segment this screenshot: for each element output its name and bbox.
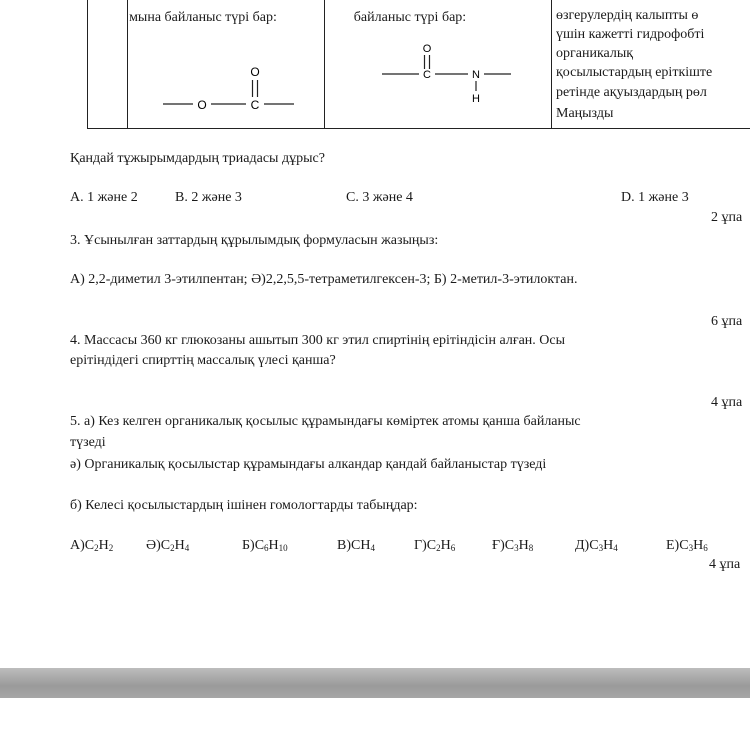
- table-border-bottom: [87, 128, 750, 129]
- amide-carbon: C: [423, 69, 431, 81]
- ester-top-oxygen: O: [250, 65, 260, 79]
- table-cell-col3-line-6: Маңызды: [556, 106, 614, 121]
- amide-hydrogen: H: [472, 93, 480, 104]
- ester-bond-formula: [160, 64, 300, 116]
- table-cell-col3-line-3: органикалық: [556, 46, 634, 61]
- q5-a-line-2: түзеді: [70, 435, 106, 450]
- compound-b: $Б)C_6H_{10}$: [242, 538, 288, 553]
- q2-points: 2 ұпа: [711, 210, 743, 225]
- compound-g: $Г)C_2H_6$: [414, 538, 456, 553]
- amide-bond-formula: [380, 42, 515, 104]
- q4-points: 4 ұпа: [711, 395, 743, 410]
- q3-items: А) 2,2-диметил 3-этилпентан; Ә)2,2,5,5-тетраметилгексен-3; Б) 2-метил-3-этилоктан.: [70, 272, 578, 287]
- table-border-col3: [551, 0, 552, 129]
- table-cell-col2-text: байланыс түрі бар:: [353, 10, 467, 25]
- q4-line-2: ерітіндідегі спирттің массалық үлесі қанша?: [70, 353, 336, 368]
- q5-points: 4 ұпа: [709, 557, 741, 572]
- amide-top-oxygen: O: [422, 43, 432, 55]
- q5-a-line-1: 5. а) Кез келген органикалық қосылыс құрамындағы көміртек атомы қанша байланыс: [70, 414, 581, 429]
- table-cell-col1-text: мына байланыс түрі бар:: [129, 10, 277, 25]
- q3-title: 3. Ұсынылған заттардың құрылымдық формуласын жазыңыз:: [70, 233, 439, 248]
- ester-carbon: C: [250, 98, 260, 112]
- table-cell-col3-line-2: үшін кажетті гидрофобті: [556, 27, 705, 42]
- amide-nitrogen: N: [472, 69, 480, 81]
- compound-ae: $Ә)C_2H_4$: [146, 538, 190, 553]
- table-cell-col3-line-5: ретінде ақуыздардың рөл: [556, 85, 707, 100]
- compound-a: $А)C_2H_2$: [70, 538, 114, 553]
- compound-gh: $Ғ)C_3H_8$: [492, 538, 534, 553]
- q2-option-b: B. 2 және 3: [175, 190, 242, 205]
- q4-line-1: 4. Массасы 360 кг глюкозаны ашытып 300 кг этил спиртінің ерітіндісін алған. Осы: [70, 333, 566, 348]
- ester-oxygen: O: [197, 98, 207, 112]
- q2-question: Қандай тұжырымдардың триадасы дұрыс?: [70, 151, 325, 166]
- compound-v: $В)CH_4$: [337, 538, 375, 553]
- table-cell-col3-line-4: қосылыстардың еріткіште: [556, 65, 713, 80]
- compound-d: $Д)C_3H_4$: [575, 538, 618, 553]
- compound-e: $Е)C_3H_6$: [666, 538, 708, 553]
- q3-points: 6 ұпа: [711, 314, 743, 329]
- q2-option-d: D. 1 және 3: [621, 190, 689, 205]
- q2-option-a: A. 1 және 2: [70, 190, 138, 205]
- table-border-left: [87, 0, 88, 129]
- q2-option-c: C. 3 және 4: [346, 190, 413, 205]
- q5-c-line: б) Келесі қосылыстардың ішінен гомологтарды табыңдар:: [70, 498, 418, 513]
- q5-b-line: ә) Органикалық қосылыстар құрамындағы алкандар қандай байланыстар түзеді: [70, 457, 547, 472]
- table-cell-col3-line-1: өзгерулердің калыпты ө: [556, 8, 699, 23]
- page-edge-band: [0, 668, 750, 698]
